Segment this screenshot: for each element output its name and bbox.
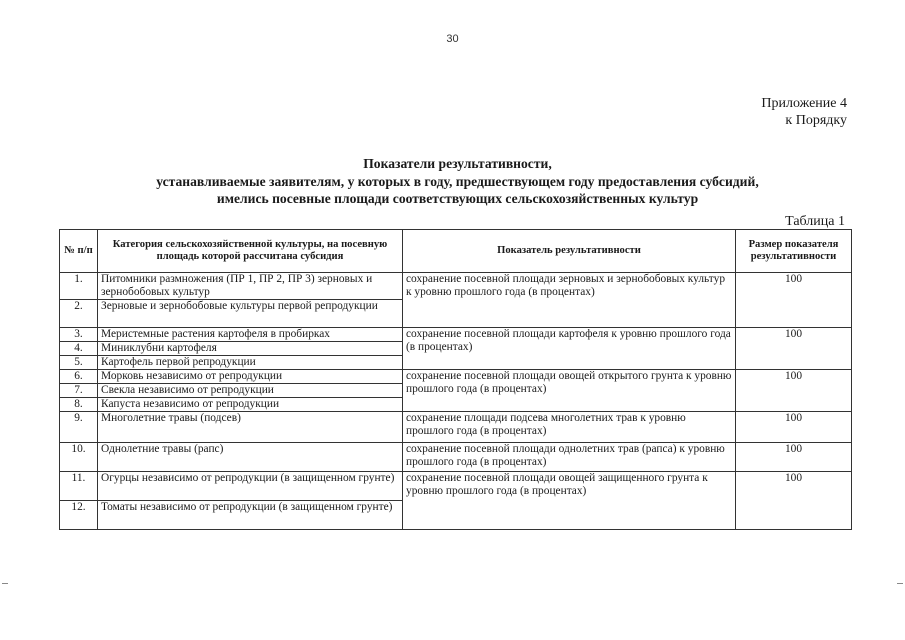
- scan-edge-mark: [897, 583, 903, 584]
- row-number: 12.: [60, 501, 98, 530]
- row-value: 100: [736, 412, 852, 443]
- title-line: имелись посевные площади соответствующих сельскохозяйственных культур: [216, 191, 699, 206]
- row-indicator: сохранение посевной площади зерновых и зернобобовых культур к уровню прошлого года (в процентах): [403, 273, 736, 328]
- row-category: Многолетние травы (подсев): [98, 412, 403, 443]
- table-header-row: [60, 230, 852, 273]
- row-number: 1.: [60, 273, 98, 300]
- scan-edge-mark: [2, 583, 8, 584]
- row-value: 100: [736, 443, 852, 472]
- document-title: [60, 155, 855, 208]
- row-number: 5.: [60, 356, 98, 370]
- row-number: 4.: [60, 342, 98, 356]
- row-category: Питомники размножения (ПР 1, ПР 2, ПР 3) зерновых и зернобобовых культур: [98, 273, 403, 300]
- appendix-line: к Порядку: [785, 113, 847, 128]
- header-value: Размер показателя результативности: [736, 230, 852, 273]
- row-category: Миниклубни картофеля: [98, 342, 403, 356]
- appendix-line: Приложение 4: [761, 96, 847, 111]
- appendix-reference: [761, 95, 847, 129]
- row-category: Зерновые и зернобобовые культуры первой репродукции: [98, 300, 403, 328]
- header-indicator: Показатель результативности: [403, 230, 736, 273]
- row-number: 8.: [60, 398, 98, 412]
- table-row: [60, 370, 852, 384]
- header-number: № п/п: [60, 230, 98, 273]
- row-category: Морковь независимо от репродукции: [98, 370, 403, 384]
- row-indicator: сохранение посевной площади картофеля к уровню прошлого года (в процентах): [403, 328, 736, 370]
- row-indicator: сохранение посевной площади однолетних трав (рапса) к уровню прошлого года (в процентах): [403, 443, 736, 472]
- row-category: Томаты независимо от репродукции (в защищенном грунте): [98, 501, 403, 530]
- row-number: 2.: [60, 300, 98, 328]
- header-category: Категория сельскохозяйственной культуры, на посевную площадь которой рассчитана субсидия: [98, 230, 403, 273]
- row-value: 100: [736, 370, 852, 412]
- row-value: 100: [736, 472, 852, 530]
- page-number: 30: [446, 33, 459, 45]
- row-category: Капуста независимо от репродукции: [98, 398, 403, 412]
- row-category: Однолетние травы (рапс): [98, 443, 403, 472]
- row-value: 100: [736, 273, 852, 328]
- row-number: 7.: [60, 384, 98, 398]
- title-line: Показатели результативности,: [363, 156, 552, 171]
- row-category: Огурцы независимо от репродукции (в защищенном грунте): [98, 472, 403, 501]
- title-line: устанавливаемые заявителям, у которых в году, предшествующем году предоставления субсидий,: [156, 173, 759, 189]
- indicators-table: [59, 229, 852, 530]
- row-number: 10.: [60, 443, 98, 472]
- row-number: 11.: [60, 472, 98, 501]
- table-row: [60, 328, 852, 342]
- row-indicator: сохранение посевной площади овощей защищенного грунта к уровню прошлого года (в процентах): [403, 472, 736, 530]
- table-row: [60, 273, 852, 300]
- row-value: 100: [736, 328, 852, 370]
- row-category: Картофель первой репродукции: [98, 356, 403, 370]
- row-indicator: сохранение посевной площади овощей открытого грунта к уровню прошлого года (в процентах): [403, 370, 736, 412]
- row-number: 6.: [60, 370, 98, 384]
- row-category: Свекла независимо от репродукции: [98, 384, 403, 398]
- row-category: Меристемные растения картофеля в пробирках: [98, 328, 403, 342]
- table-row: [60, 443, 852, 472]
- table-row: [60, 472, 852, 501]
- table-label: Таблица 1: [785, 214, 845, 229]
- row-number: 9.: [60, 412, 98, 443]
- table-row: [60, 412, 852, 443]
- row-indicator: сохранение площади подсева многолетних трав к уровню прошлого года (в процентах): [403, 412, 736, 443]
- row-number: 3.: [60, 328, 98, 342]
